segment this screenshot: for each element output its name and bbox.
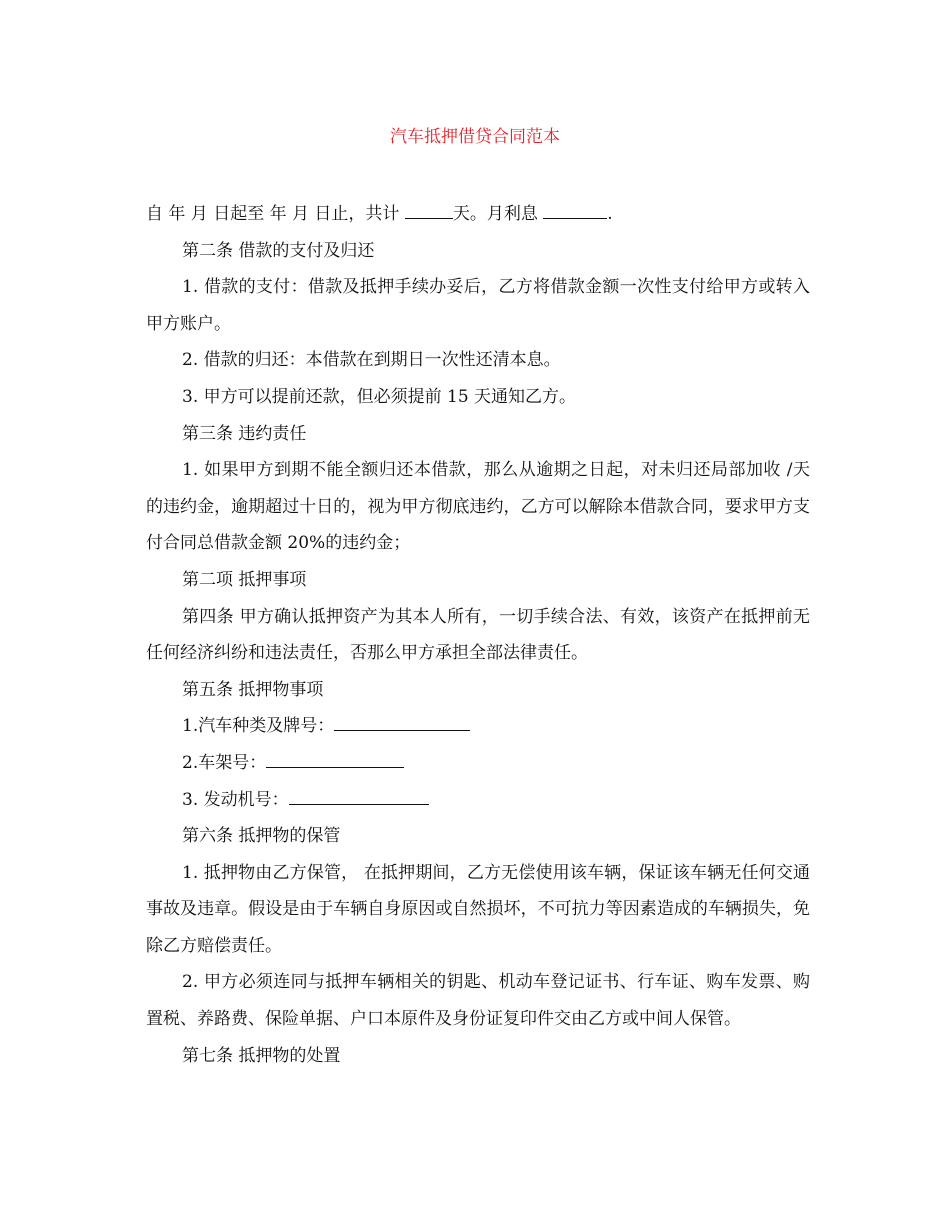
article-6-item-2: 2. 甲方必须连同与抵押车辆相关的钥匙、机动车登记证书、行车证、购车发票、购置税、养路费、保险单据、户口本原件及身份证复印件交由乙方或中间人保管。 [146, 972, 810, 1030]
engine-number-blank[interactable] [289, 788, 429, 805]
days-blank[interactable] [405, 202, 453, 219]
article-2-heading: 第二条 借款的支付及归还 [182, 240, 375, 261]
document-title: 汽车抵押借贷合同范本 [390, 127, 560, 147]
article-6-heading: 第六条 抵押物的保管 [182, 826, 341, 847]
frame-number-label: 2.车架号： [182, 752, 267, 773]
article-2-item-3: 3. 甲方可以提前还款，但必须提前 15 天通知乙方。 [182, 386, 577, 407]
engine-number-line [146, 782, 810, 819]
section-2-heading: 第二项 抵押事项 [182, 569, 307, 590]
engine-number-label: 3. 发动机号： [182, 789, 289, 810]
contract-body [146, 196, 810, 1074]
article-3-heading: 第三条 违约责任 [182, 423, 307, 444]
vehicle-type-plate-label: 1.汽车种类及牌号： [182, 716, 335, 737]
loan-term-line [146, 196, 810, 233]
frame-number-line [146, 745, 810, 782]
article-2-item-1: 1. 借款的支付：借款及抵押手续办妥后，乙方将借款金额一次性支付给甲方或转入甲方账户。 [146, 277, 810, 334]
article-4-paragraph: 第四条 甲方确认抵押资产为其本人所有，一切手续合法、有效，该资产在抵押前无任何经济纠纷和违法责任，否那么甲方承担全部法律责任。 [146, 606, 810, 664]
line-end-period: . [607, 204, 613, 224]
article-5-heading: 第五条 抵押物事项 [182, 679, 324, 700]
loan-term-text: 自 年 月 日起至 年 月 日止，共计 [146, 204, 405, 224]
article-2-item-2: 2. 借款的归还：本借款在到期日一次性还清本息。 [182, 350, 561, 371]
article-3-item-1: 1. 如果甲方到期不能全额归还本借款，那么从逾期之日起，对未归还局部加收 /天 的违约金，逾期超过十日的，视为甲方彻底违约，乙方可以解除本借款合同，要求甲方支付合同总借款金额 20%的违约金； [146, 460, 810, 554]
article-7-heading: 第七条 抵押物的处置 [182, 1045, 341, 1066]
vehicle-type-plate-line [146, 708, 810, 745]
vehicle-type-plate-blank[interactable] [334, 714, 470, 731]
monthly-interest-blank[interactable] [543, 202, 607, 219]
article-6-item-1: 1. 抵押物由乙方保管， 在抵押期间，乙方无偿使用该车辆，保证该车辆无任何交通事故及违章。假设是由于车辆自身原因或自然损坏，不可抗力等因素造成的车辆损失，免除乙方赔偿责任。 [146, 862, 810, 956]
monthly-interest-text: 天。月利息 [452, 204, 544, 224]
frame-number-blank[interactable] [266, 751, 404, 768]
